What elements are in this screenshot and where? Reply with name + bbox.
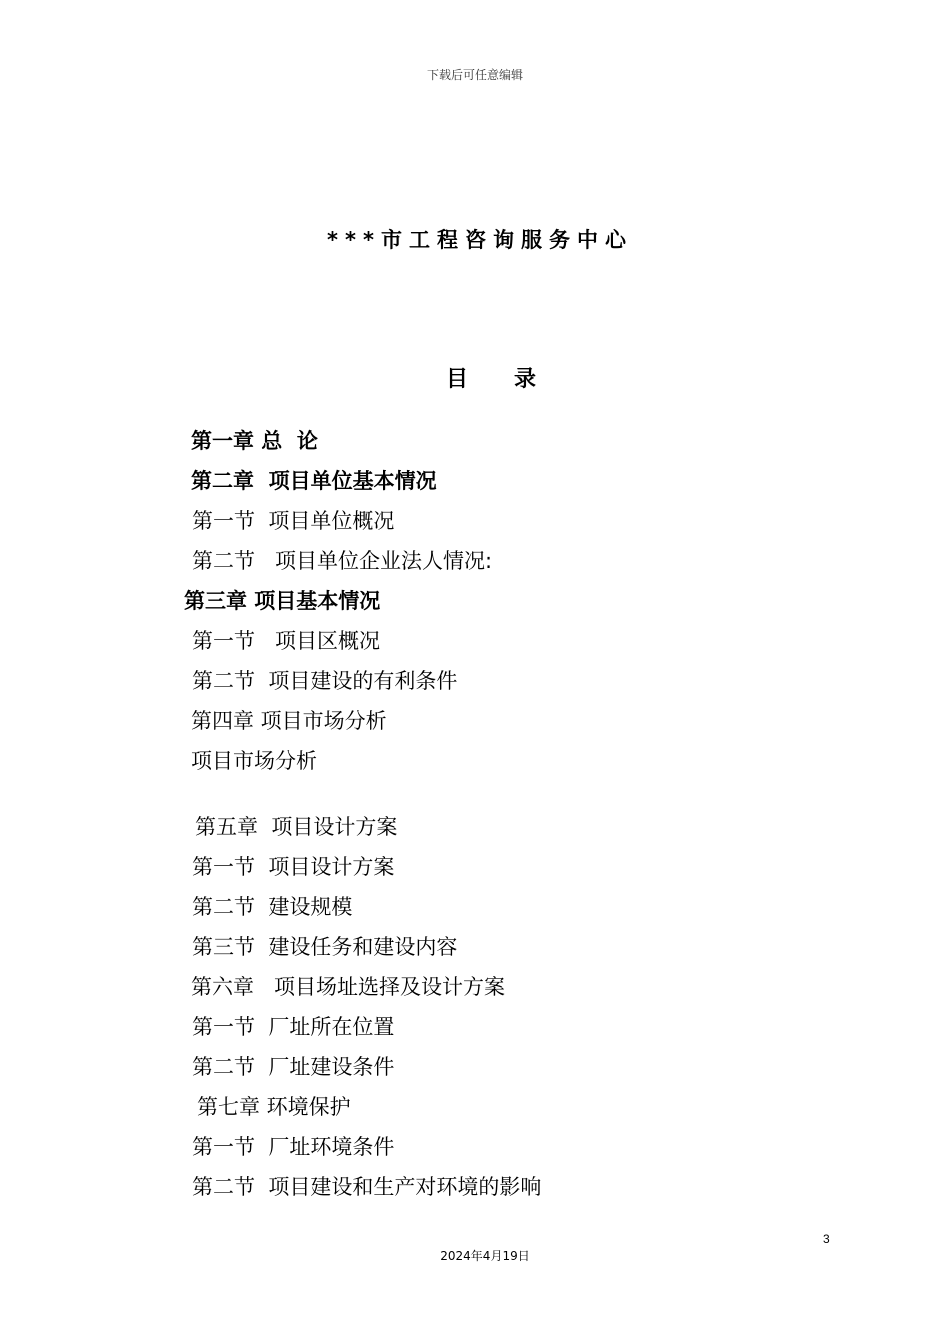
toc-entry-chapter-4-item: 项目市场分析 [191, 749, 317, 773]
page-number: 3 [823, 1232, 830, 1246]
organization-title: ***市工程咨询服务中心 [327, 228, 633, 252]
toc-entry-chapter-7-section-1: 第一节 厂址环境条件 [192, 1135, 395, 1159]
toc-entry-chapter-3: 第三章 项目基本情况 [184, 589, 381, 613]
toc-entry-chapter-2: 第二章 项目单位基本情况 [191, 469, 437, 493]
toc-entry-chapter-5-section-3: 第三节 建设任务和建设内容 [192, 935, 458, 959]
toc-entry-chapter-5-section-2: 第二节 建设规模 [192, 895, 353, 919]
toc-entry-chapter-2-section-1: 第一节 项目单位概况 [192, 509, 395, 533]
toc-entry-chapter-5-section-1: 第一节 项目设计方案 [192, 855, 395, 879]
toc-title: 目 录 [446, 367, 536, 392]
toc-entry-chapter-6-section-1: 第一节 厂址所在位置 [192, 1015, 395, 1039]
toc-entry-chapter-1: 第一章 总 论 [191, 429, 318, 453]
toc-entry-chapter-2-section-2: 第二节 项目单位企业法人情况: [192, 549, 493, 573]
page-header-note: 下载后可任意编辑 [426, 68, 523, 82]
toc-entry-chapter-5: 第五章 项目设计方案 [195, 815, 398, 839]
toc-entry-chapter-3-section-2: 第二节 项目建设的有利条件 [192, 669, 458, 693]
toc-entry-chapter-6: 第六章 项目场址选择及设计方案 [191, 975, 506, 999]
toc-entry-chapter-7: 第七章 环境保护 [197, 1095, 351, 1119]
page-footer-date: 2024年4月19日 [440, 1249, 530, 1263]
toc-entry-chapter-3-section-1: 第一节 项目区概况 [192, 629, 381, 653]
toc-entry-chapter-4: 第四章 项目市场分析 [191, 709, 387, 733]
toc-entry-chapter-6-section-2: 第二节 厂址建设条件 [192, 1055, 395, 1079]
toc-entry-chapter-7-section-2: 第二节 项目建设和生产对环境的影响 [192, 1175, 542, 1199]
